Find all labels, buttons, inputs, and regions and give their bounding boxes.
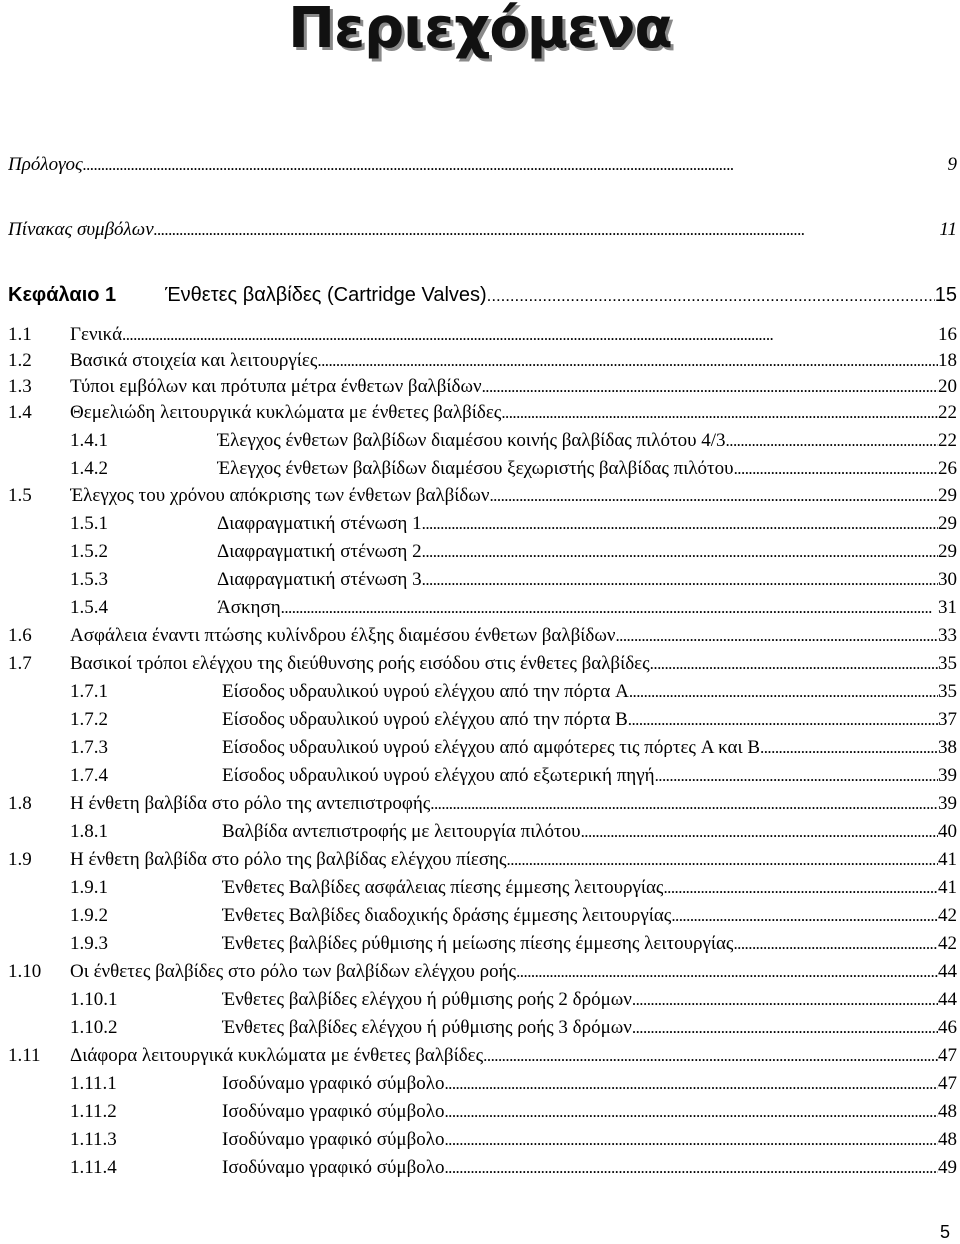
toc-entry-number: 1.2 bbox=[8, 350, 32, 371]
chapter-label: Κεφάλαιο 1 bbox=[8, 284, 117, 306]
toc-entry-text: Βασικά στοιχεία και λειτουργίες bbox=[70, 350, 318, 371]
toc-entry-page: 48 bbox=[938, 1101, 957, 1122]
dot-leader bbox=[430, 791, 938, 817]
toc-entry-page: 16 bbox=[938, 324, 957, 345]
toc-entry-text: Βαλβίδα αντεπιστροφής με λειτουργία πιλότου bbox=[222, 821, 581, 842]
toc-entry-number: 1.11.2 bbox=[70, 1101, 117, 1122]
toc-entry[interactable] bbox=[8, 903, 957, 929]
toc-entry-symbols[interactable] bbox=[8, 217, 957, 243]
toc-entry-page: 37 bbox=[938, 709, 957, 730]
toc-entry[interactable] bbox=[8, 679, 957, 705]
dot-leader bbox=[671, 903, 938, 929]
toc-entry-number: 1.5.4 bbox=[70, 597, 108, 618]
dot-leader bbox=[507, 847, 938, 873]
toc-entry-number: 1.8 bbox=[8, 793, 32, 814]
toc-entry-text: Ένθετες Βαλβίδες διαδοχικής δράσης έμμεσης λειτουργίας bbox=[222, 905, 672, 926]
dot-leader bbox=[444, 1127, 938, 1153]
toc-entry-page: 15 bbox=[934, 284, 957, 306]
toc-entry-text: Διαφραγματική στένωση 3 bbox=[217, 569, 422, 590]
toc-entry[interactable] bbox=[8, 539, 957, 565]
toc-entry[interactable] bbox=[8, 567, 957, 593]
toc-entry[interactable] bbox=[8, 623, 957, 649]
toc-entry-text: Η ένθετη βαλβίδα στο ρόλο της αντεπιστροφής bbox=[70, 793, 431, 814]
toc-entry-text: Είσοδος υδραυλικού υγρού ελέγχου από αμφότερες τις πόρτες A και B bbox=[222, 737, 761, 758]
dot-leader bbox=[760, 735, 938, 761]
toc-entry-text: Ισοδύναμο γραφικό σύμβολο bbox=[222, 1157, 445, 1178]
dot-leader bbox=[444, 1099, 938, 1125]
toc-entry-number: 1.7.2 bbox=[70, 709, 108, 730]
toc-entry-page: 49 bbox=[938, 1157, 957, 1178]
toc-entry[interactable] bbox=[8, 959, 957, 985]
toc-entry-page: 42 bbox=[938, 933, 957, 954]
toc-entry[interactable] bbox=[8, 875, 957, 901]
toc-entry[interactable] bbox=[8, 1099, 957, 1125]
toc-entry-number: 1.9.3 bbox=[70, 933, 108, 954]
toc-entry-text: Έλεγχος ένθετων βαλβίδων διαμέσου ξεχωριστής βαλβίδας πιλότου bbox=[217, 458, 734, 479]
toc-entry-page: 40 bbox=[938, 821, 957, 842]
toc-entry-text: Ένθετες βαλβίδες ελέγχου ή ρύθμισης ροής 3 δρόμων bbox=[222, 1017, 632, 1038]
toc-entry-text: Ένθετες βαλβίδες ρύθμισης ή μείωσης πίεσης έμμεσης λειτουργίας bbox=[222, 933, 734, 954]
toc-entry-page: 20 bbox=[938, 376, 957, 397]
toc-entry-text: Διαφραγματική στένωση 2 bbox=[217, 541, 422, 562]
toc-entry[interactable] bbox=[8, 987, 957, 1013]
toc-entry-number: 1.5 bbox=[8, 485, 32, 506]
toc-entry[interactable] bbox=[8, 595, 957, 621]
dot-leader bbox=[422, 567, 938, 593]
dot-leader bbox=[628, 707, 938, 733]
toc-entry-text: Είσοδος υδραυλικού υγρού ελέγχου από την πόρτα B bbox=[222, 709, 628, 730]
toc-entry-page: 35 bbox=[938, 681, 957, 702]
toc-entry-text: Διάφορα λειτουργικά κυκλώματα με ένθετες βαλβίδες bbox=[70, 1045, 484, 1066]
dot-leader bbox=[281, 595, 938, 621]
toc-entry-number: 1.5.3 bbox=[70, 569, 108, 590]
toc-entry[interactable] bbox=[8, 483, 957, 509]
toc-entry-number: 1.8.1 bbox=[70, 821, 108, 842]
toc-entry[interactable] bbox=[8, 1127, 957, 1153]
dot-leader bbox=[632, 1015, 938, 1041]
dot-leader bbox=[581, 819, 938, 845]
toc-entry-number: 1.10.2 bbox=[70, 1017, 118, 1038]
dot-leader bbox=[632, 987, 938, 1013]
toc-entry[interactable] bbox=[8, 931, 957, 957]
toc-entry-text: Άσκηση bbox=[217, 597, 281, 618]
toc-entry-number: 1.7.3 bbox=[70, 737, 108, 758]
toc-entry[interactable] bbox=[8, 456, 957, 482]
toc-entry[interactable] bbox=[8, 322, 957, 348]
toc-entry[interactable] bbox=[8, 1155, 957, 1181]
toc-entry-number: 1.11.4 bbox=[70, 1157, 117, 1178]
dot-leader bbox=[483, 1043, 938, 1069]
toc-entry-text: Είσοδος υδραυλικού υγρού ελέγχου από εξωτερική πηγή bbox=[222, 765, 655, 786]
dot-leader bbox=[501, 400, 938, 426]
toc-entry-text: Τύποι εμβόλων και πρότυπα μέτρα ένθετων βαλβίδων bbox=[70, 376, 482, 397]
toc-entry-text: Είσοδος υδραυλικού υγρού ελέγχου από την πόρτα A bbox=[222, 681, 629, 702]
toc-entry-page: 42 bbox=[938, 905, 957, 926]
toc-entry-text: Γενικά bbox=[70, 324, 123, 345]
toc-entry[interactable] bbox=[8, 707, 957, 733]
toc-entry-number: 1.7.4 bbox=[70, 765, 108, 786]
toc-entry-page: 18 bbox=[938, 350, 957, 371]
toc-entry-number: 1.10.1 bbox=[70, 989, 118, 1010]
toc-entry-text: Έλεγχος του χρόνου απόκρισης των ένθετων βαλβίδων bbox=[70, 485, 490, 506]
toc-entry-chapter[interactable] bbox=[8, 282, 957, 309]
toc-entry-preface[interactable] bbox=[8, 152, 957, 178]
toc-entry[interactable] bbox=[8, 348, 957, 374]
toc-entry-text: Βασικοί τρόποι ελέγχου της διεύθυνσης ροής εισόδου στις ένθετες βαλβίδες bbox=[70, 653, 650, 674]
toc-entry-text: Πρόλογος bbox=[8, 154, 83, 175]
toc-entry-page: 26 bbox=[938, 458, 957, 479]
toc-entry-page: 47 bbox=[938, 1073, 957, 1094]
toc-entry-page: 29 bbox=[938, 541, 957, 562]
toc-entry-page: 38 bbox=[938, 737, 957, 758]
dot-leader bbox=[482, 374, 938, 400]
toc-entry[interactable] bbox=[8, 735, 957, 761]
page-title: Περιεχόμενα bbox=[288, 0, 672, 61]
toc-entry[interactable] bbox=[8, 1043, 957, 1069]
dot-leader bbox=[422, 511, 938, 537]
toc-entry-number: 1.11 bbox=[8, 1045, 41, 1066]
dot-leader bbox=[317, 348, 938, 374]
toc-entry-page: 11 bbox=[939, 219, 957, 240]
dot-leader bbox=[615, 623, 938, 649]
toc-entry-page: 22 bbox=[938, 402, 957, 423]
dot-leader bbox=[516, 959, 938, 985]
toc-entry-number: 1.7 bbox=[8, 653, 32, 674]
toc-entry-number: 1.5.2 bbox=[70, 541, 108, 562]
toc-entry-page: 31 bbox=[938, 597, 957, 618]
toc-entry-number: 1.7.1 bbox=[70, 681, 108, 702]
toc-entry[interactable] bbox=[8, 651, 957, 677]
toc-entry-text: Ένθετες Βαλβίδες ασφάλειας πίεσης έμμεσης λειτουργίας bbox=[222, 877, 664, 898]
toc-entry-page: 35 bbox=[938, 653, 957, 674]
toc-entry-text: Ισοδύναμο γραφικό σύμβολο bbox=[222, 1073, 445, 1094]
toc-entry-page: 41 bbox=[938, 849, 957, 870]
dot-leader bbox=[655, 763, 938, 789]
toc-entry-text: Πίνακας συμβόλων bbox=[8, 219, 154, 240]
toc-entry[interactable] bbox=[8, 763, 957, 789]
toc-entry-text: Οι ένθετες βαλβίδες στο ρόλο των βαλβίδων ελέγχου ροής bbox=[70, 961, 517, 982]
toc-entry-text: Θεμελιώδη λειτουργικά κυκλώματα με ένθετες βαλβίδες bbox=[70, 402, 502, 423]
toc-entry-number: 1.3 bbox=[8, 376, 32, 397]
toc-entry-number: 1.9.1 bbox=[70, 877, 108, 898]
toc-entry-number: 1.10 bbox=[8, 961, 42, 982]
toc-entry-page: 47 bbox=[938, 1045, 957, 1066]
toc-entry[interactable] bbox=[8, 428, 957, 454]
dot-leader bbox=[489, 483, 938, 509]
toc-entry-number: 1.11.1 bbox=[70, 1073, 117, 1094]
toc-entry-page: 33 bbox=[938, 625, 957, 646]
toc-entry-page: 44 bbox=[938, 989, 957, 1010]
toc-entry-text: Έλεγχος ένθετων βαλβίδων διαμέσου κοινής βαλβίδας πιλότου 4/3 bbox=[217, 430, 726, 451]
toc-entry[interactable] bbox=[8, 819, 957, 845]
toc-entry-page: 39 bbox=[938, 765, 957, 786]
dot-leader bbox=[663, 875, 938, 901]
toc-entry-page: 44 bbox=[938, 961, 957, 982]
toc-entry-text: Ένθετες βαλβίδες ελέγχου ή ρύθμισης ροής 2 δρόμων bbox=[222, 989, 632, 1010]
toc-entry[interactable] bbox=[8, 1071, 957, 1097]
toc-entry[interactable] bbox=[8, 400, 957, 426]
dot-leader bbox=[726, 428, 938, 454]
toc-entry-number: 1.4.2 bbox=[70, 458, 108, 479]
chapter-title: Ένθετες βαλβίδες (Cartridge Valves) bbox=[165, 284, 487, 306]
toc-entry-text: Διαφραγματική στένωση 1 bbox=[217, 513, 422, 534]
toc-entry-number: 1.1 bbox=[8, 324, 32, 345]
dot-leader bbox=[154, 217, 940, 243]
toc-entry-number: 1.9 bbox=[8, 849, 32, 870]
toc-entry-page: 9 bbox=[947, 154, 957, 175]
dot-leader bbox=[650, 651, 938, 677]
toc-entry-number: 1.11.3 bbox=[70, 1129, 117, 1150]
dot-leader bbox=[422, 539, 938, 565]
toc-entry-text: Ισοδύναμο γραφικό σύμβολο bbox=[222, 1101, 445, 1122]
toc-entry-page: 41 bbox=[938, 877, 957, 898]
toc-entry-page: 22 bbox=[938, 430, 957, 451]
toc-entry-number: 1.4 bbox=[8, 402, 32, 423]
toc-entry-page: 48 bbox=[938, 1129, 957, 1150]
toc-entry[interactable] bbox=[8, 1015, 957, 1041]
toc-entry[interactable] bbox=[8, 374, 957, 400]
toc-entry-number: 1.4.1 bbox=[70, 430, 108, 451]
dot-leader bbox=[733, 931, 938, 957]
toc-entry-number: 1.9.2 bbox=[70, 905, 108, 926]
toc-entry-number: 1.5.1 bbox=[70, 513, 108, 534]
toc-entry-number: 1.6 bbox=[8, 625, 32, 646]
dot-leader bbox=[444, 1155, 938, 1181]
dot-leader bbox=[444, 1071, 938, 1097]
toc-entry[interactable] bbox=[8, 791, 957, 817]
toc-entry-page: 46 bbox=[938, 1017, 957, 1038]
toc-entry[interactable] bbox=[8, 511, 957, 537]
dot-leader bbox=[487, 282, 935, 309]
toc-entry-text: Ασφάλεια έναντι πτώσης κυλίνδρου έλξης διαμέσου ένθετων βαλβίδων bbox=[70, 625, 616, 646]
toc-entry-page: 29 bbox=[938, 513, 957, 534]
toc-entry-text: Η ένθετη βαλβίδα στο ρόλο της βαλβίδας ελέγχου πίεσης bbox=[70, 849, 507, 870]
toc-entry-page: 39 bbox=[938, 793, 957, 814]
dot-leader bbox=[629, 679, 938, 705]
dot-leader bbox=[83, 152, 948, 178]
dot-leader bbox=[122, 322, 938, 348]
page-number: 5 bbox=[939, 1222, 950, 1242]
toc-entry-page: 30 bbox=[938, 569, 957, 590]
toc-entry-text: Ισοδύναμο γραφικό σύμβολο bbox=[222, 1129, 445, 1150]
toc-entry[interactable] bbox=[8, 847, 957, 873]
dot-leader bbox=[734, 456, 938, 482]
toc-entry-page: 29 bbox=[938, 485, 957, 506]
